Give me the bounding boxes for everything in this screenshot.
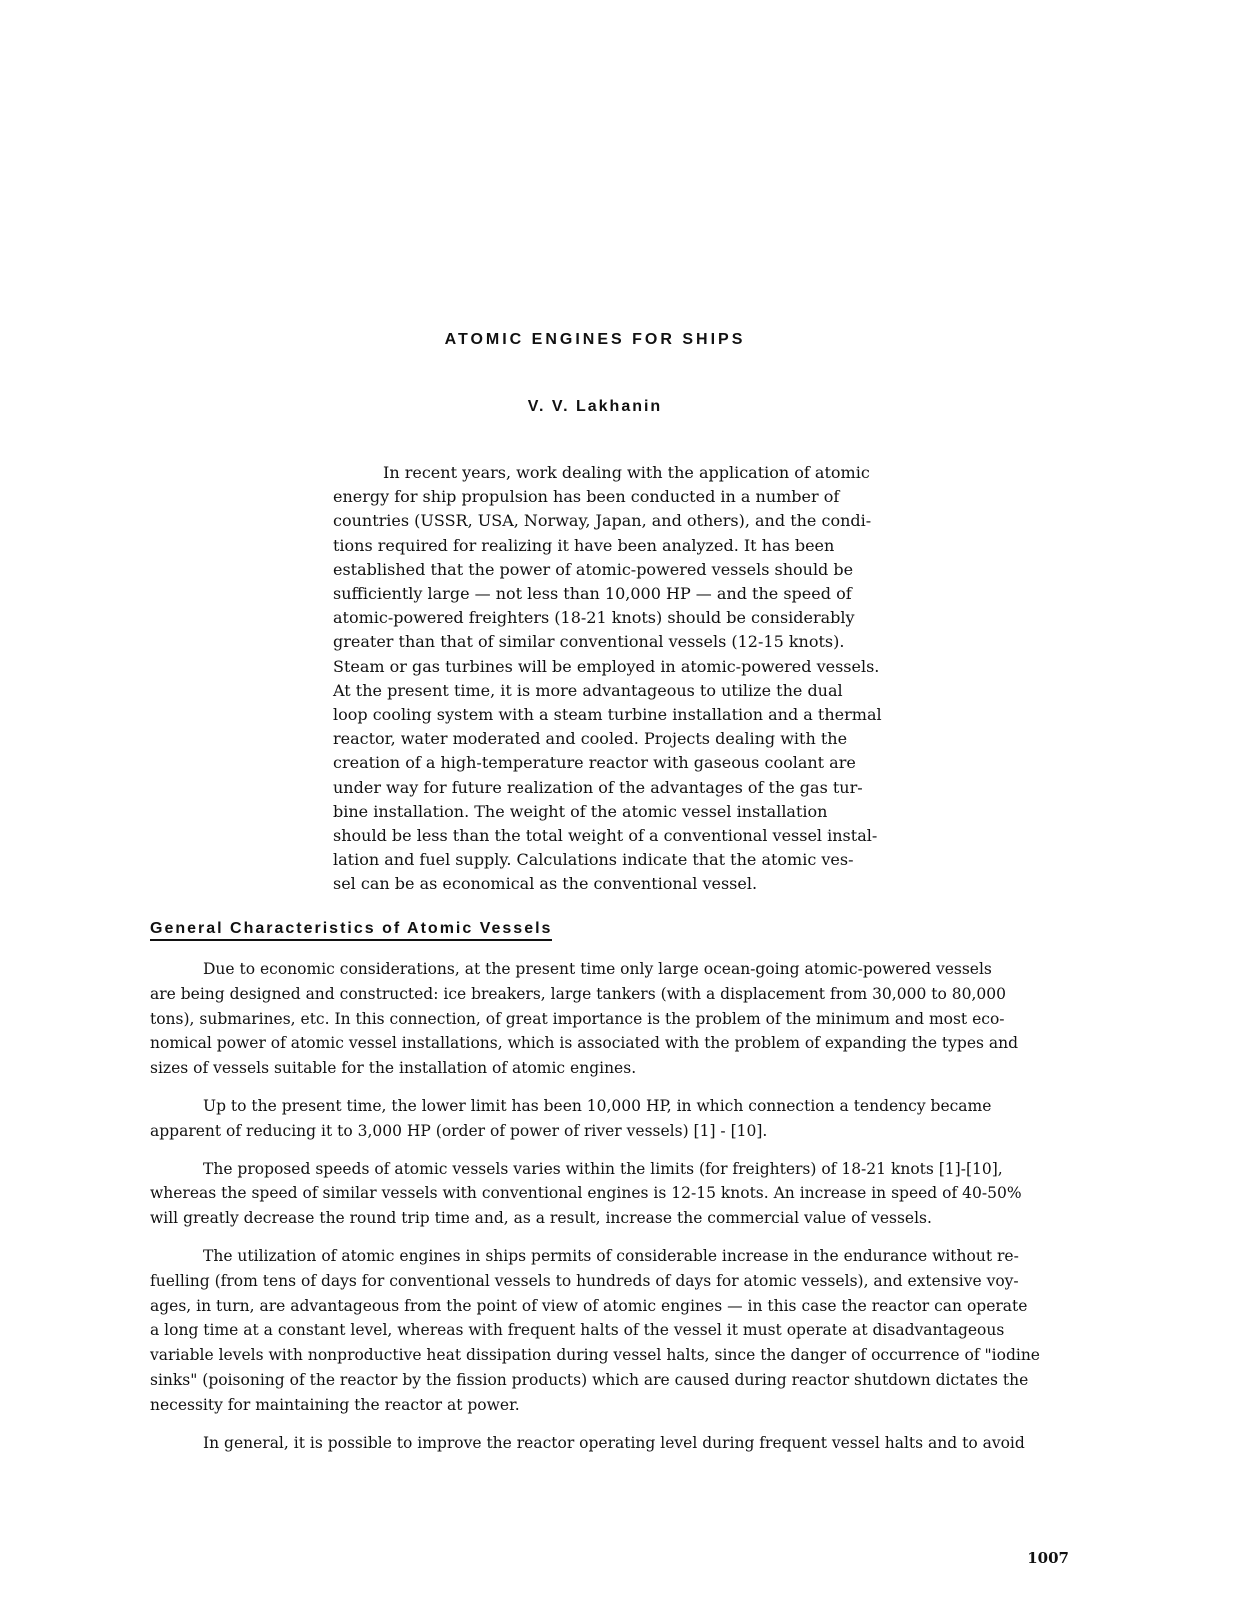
abstract-line: In recent years, work dealing with the application of atomic (383, 463, 870, 482)
abstract-line: lation and fuel supply. Calculations indicate that the atomic ves- (333, 850, 854, 870)
paragraph-line: Due to economic considerations, at the present time only large ocean-going atomic-powered vessels (203, 960, 992, 978)
paragraph-line: The proposed speeds of atomic vessels varies within the limits (for freighters) of 18-21 knots [1]-[10], (203, 1159, 1003, 1178)
page-title: ATOMIC ENGINES FOR SHIPS (444, 331, 746, 348)
paragraph-line: a long time at a constant level, whereas with frequent halts of the vessel it must operate at disadvantageous (150, 1321, 1005, 1340)
abstract-line: tions required for realizing it have been analyzed. It has been (333, 535, 835, 555)
abstract-line: greater than that of similar conventional vessels (12-15 knots). (333, 632, 845, 652)
abstract-line: bine installation. The weight of the atomic vessel installation (333, 801, 828, 821)
abstract-line: Steam or gas turbines will be employed in atomic-powered vessels. (333, 656, 880, 676)
abstract (333, 461, 893, 897)
paragraph-line: whereas the speed of similar vessels with conventional engines is 12-15 knots. An increase in speed of 40-50% (150, 1184, 1022, 1203)
abstract-line: sufficiently large — not less than 10,000 HP — and the speed of (333, 584, 852, 604)
abstract-line: loop cooling system with a steam turbine installation and a thermal (333, 705, 882, 725)
abstract-line: should be less than the total weight of a conventional vessel instal- (333, 826, 878, 846)
paragraph-line: fuelling (from tens of days for conventional vessels to hundreds of days for atomic vessels), and extensive voy- (150, 1271, 1019, 1290)
section-heading: General Characteristics of Atomic Vessels (150, 920, 552, 941)
abstract-line: atomic-powered freighters (18-21 knots) should be considerably (333, 608, 855, 628)
paragraph-line: nomical power of atomic vessel installations, which is associated with the problem of expanding the types and (150, 1034, 1019, 1053)
paragraph-line: apparent of reducing it to 3,000 HP (order of power of river vessels) [1] - [10]. (150, 1121, 768, 1140)
paragraph-line: variable levels with nonproductive heat dissipation during vessel halts, since the danger of occurrence of "iodine (150, 1346, 1040, 1365)
paragraph-line: In general, it is possible to improve the reactor operating level during frequent vessel halts and to avoid (203, 1433, 1025, 1452)
paragraph-line: sizes of vessels suitable for the installation of atomic engines. (150, 1059, 637, 1078)
author-name: V. V. Lakhanin (527, 398, 663, 415)
abstract-line: creation of a high-temperature reactor with gaseous coolant are (333, 753, 856, 773)
paragraph-line: Up to the present time, the lower limit has been 10,000 HP, in which connection a tendency became (203, 1096, 992, 1115)
abstract-line: At the present time, it is more advantageous to utilize the dual (333, 680, 843, 700)
paragraph-line: necessity for maintaining the reactor at power. (150, 1395, 520, 1414)
section-body (150, 957, 1075, 1468)
page-number: 1007 (1027, 1549, 1069, 1567)
paragraph (150, 957, 1075, 1081)
paragraph-line: will greatly decrease the round trip time and, as a result, increase the commercial value of vessels. (150, 1209, 932, 1228)
abstract-line: countries (USSR, USA, Norway, Japan, and others), and the condi- (333, 511, 872, 531)
paragraph-line: tons), submarines, etc. In this connection, of great importance is the problem of the minimum and most eco- (150, 1009, 1005, 1028)
paragraph (150, 1244, 1075, 1418)
abstract-line: reactor, water moderated and cooled. Projects dealing with the (333, 729, 848, 749)
abstract-line: established that the power of atomic-powered vessels should be (333, 559, 854, 579)
paragraph-line: ages, in turn, are advantageous from the point of view of atomic engines — in this case the reactor can operate (150, 1296, 1028, 1315)
paragraph-line: sinks" (poisoning of the reactor by the fission products) which are caused during reactor shutdown dictates the (150, 1370, 1029, 1389)
abstract-line: energy for ship propulsion has been conducted in a number of (333, 487, 840, 507)
paragraph (150, 1431, 1075, 1456)
abstract-line: under way for future realization of the advantages of the gas tur- (333, 777, 863, 797)
paragraph-line: are being designed and constructed: ice breakers, large tankers (with a displacement from 30,000 to 80,000 (150, 984, 1006, 1003)
paragraph-line: The utilization of atomic engines in ships permits of considerable increase in the endurance without re- (203, 1246, 1019, 1265)
paragraph (150, 1157, 1075, 1231)
abstract-line: sel can be as economical as the conventional vessel. (333, 874, 758, 894)
paragraph (150, 1094, 1075, 1144)
